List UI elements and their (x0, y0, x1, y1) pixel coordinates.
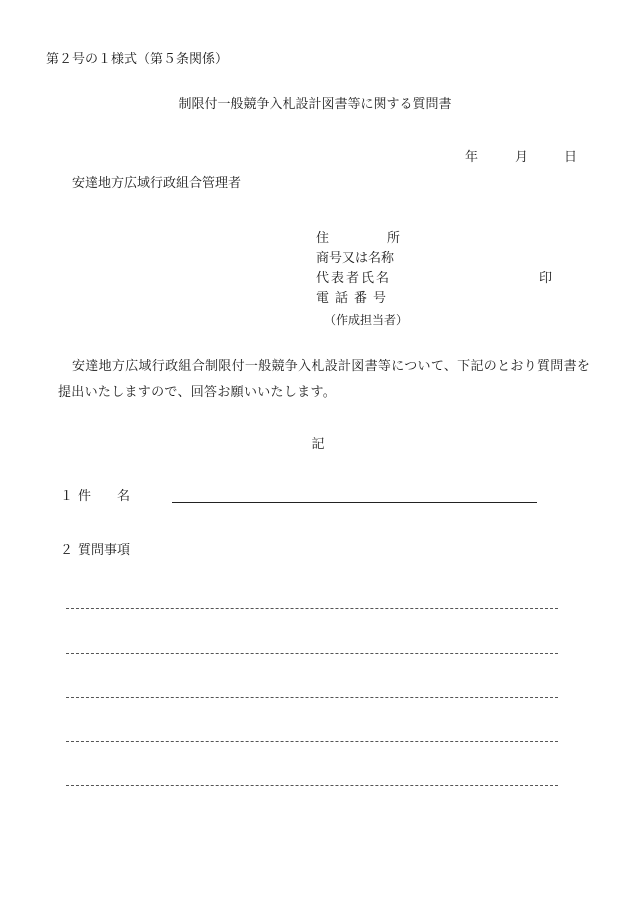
address-label (316, 231, 400, 247)
trade-name-label: 商号又は名称 (316, 251, 395, 266)
document-title: 制限付一般競争入札設計図書等に関する質問書 (178, 97, 452, 112)
item-1-label-first: 件 (78, 489, 92, 504)
item-1-number: １ (60, 489, 74, 504)
question-line-1 (66, 608, 558, 609)
body-text: 安達地方広域行政組合制限付一般競争入札設計図書等について、下記のとおり質問書を提出いたしますので、回答お願いいたします。 (58, 359, 591, 400)
item-1-label (78, 489, 130, 505)
phone-label: 電話番号 (316, 291, 393, 306)
question-line-3 (66, 697, 558, 698)
date-day-label: 日 (564, 150, 578, 165)
addressee: 安達地方広域行政組合管理者 (72, 176, 242, 191)
date-year-label: 年 (465, 150, 479, 165)
form-number: 第２号の１様式（第５条関係） (46, 52, 229, 67)
date-month-label: 月 (515, 150, 529, 165)
ki-heading: 記 (311, 437, 325, 452)
item-2-label: 質問事項 (78, 543, 131, 558)
item-1-label-second: 名 (117, 489, 131, 504)
representative-label: 代表者氏名 (316, 271, 392, 286)
case-name-underline (172, 502, 537, 503)
contact-person-label: （作成担当者） (324, 313, 409, 327)
question-line-2 (66, 653, 558, 654)
address-label-second: 所 (387, 231, 401, 246)
question-line-4 (66, 741, 558, 742)
item-2-number: ２ (60, 543, 74, 558)
address-label-first: 住 (316, 231, 330, 246)
question-line-5 (66, 785, 558, 786)
seal-mark: 印 (539, 271, 553, 286)
